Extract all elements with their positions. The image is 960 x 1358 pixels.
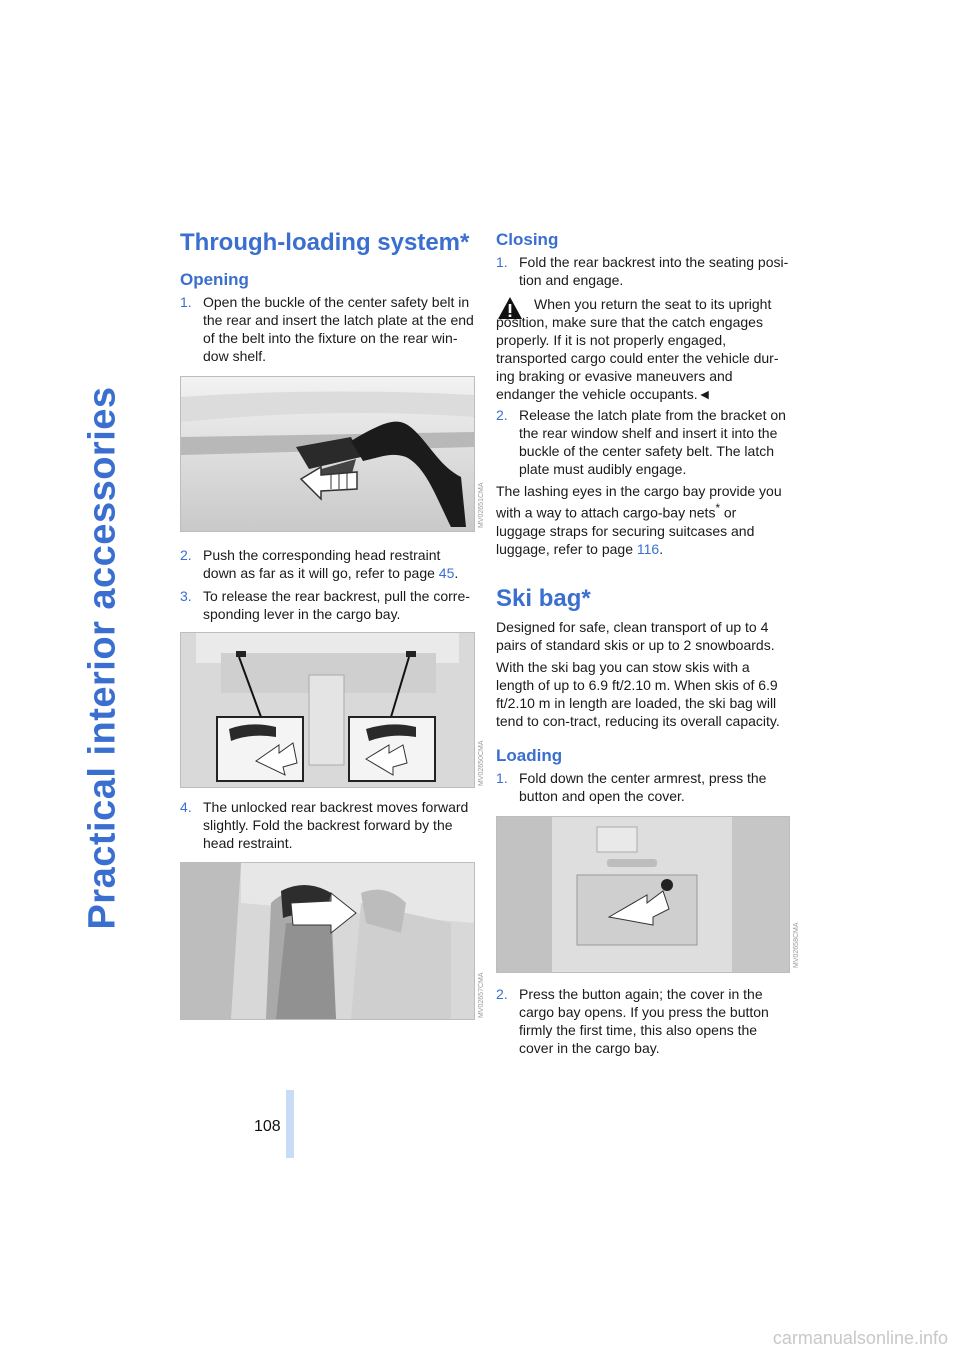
step-opening-2 <box>180 546 474 582</box>
step-closing-2 <box>496 406 790 478</box>
optional-asterisk: * <box>715 502 720 515</box>
step-loading-1 <box>496 769 790 805</box>
page-number: 108 <box>254 1118 281 1135</box>
ski-bag-length: With the ski bag you can stow skis with a length of up to 6.9 ft/2.10 m. When skis of 6.9 ft/2.10 m in length are loaded, the ski bag will tend to con-tract, reducing its overall capacity. <box>496 659 780 729</box>
page-link-116[interactable]: 116 <box>636 540 660 557</box>
step-closing-1 <box>496 253 790 289</box>
step-number: 1. <box>496 254 508 270</box>
step-text: Release the latch plate from the bracket on the rear window shelf and insert it into the buckle of the center safety belt. The latch plate must audibly engage. <box>519 407 786 477</box>
step-opening-3 <box>180 587 474 623</box>
figure-code: MV02650CMA <box>478 740 485 786</box>
step-loading-2 <box>496 985 790 1057</box>
step-number: 1. <box>180 294 192 310</box>
step-number: 3. <box>180 588 192 604</box>
step-number: 1. <box>496 770 508 786</box>
heading-loading: Loading <box>496 746 563 765</box>
ski-bag-intro: Designed for safe, clean transport of up to 4 pairs of standard skis or up to 2 snowboards. <box>496 619 775 653</box>
figure-code: MV02657CMA <box>478 972 485 1018</box>
step-text: Press the button again; the cover in the cargo bay opens. If you press the button firmly the first time, this also opens the cover in the cargo bay. <box>519 986 769 1056</box>
step-number: 2. <box>496 986 508 1002</box>
step-number: 4. <box>180 799 192 815</box>
heading-closing: Closing <box>496 230 559 249</box>
figure-armrest-button <box>496 816 790 973</box>
heading-opening: Opening <box>180 270 249 289</box>
step-text: To release the rear backrest, pull the corre-sponding lever in the cargo bay. <box>203 588 470 622</box>
step-text: Push the corresponding head restraint down as far as it will go, refer to page 45. <box>203 547 459 581</box>
heading-through-loading: Through-loading system* <box>180 229 470 256</box>
step-opening-1 <box>180 293 474 365</box>
step-text: Fold the rear backrest into the seating posi-tion and engage. <box>519 254 789 288</box>
lashing-eyes-text: The lashing eyes in the cargo bay provide you with a way to attach cargo-bay nets* or luggage straps for securing suitcases and luggage, refer to page 116. <box>496 483 782 557</box>
step-text: Fold down the center armrest, press the button and open the cover. <box>519 770 767 804</box>
page-link-45[interactable]: 45 <box>438 565 455 581</box>
watermark-footer: carmanualsonline.info <box>772 1328 948 1348</box>
figure-code: MV02651CMA <box>478 482 485 528</box>
figure-fold-backrest <box>180 862 475 1020</box>
step-number: 2. <box>496 407 508 423</box>
step-text: The unlocked rear backrest moves forward slightly. Fold the backrest forward by the head restraint. <box>203 799 469 851</box>
warning-text: When you return the seat to its upright position, make sure that the catch engages properly. If it is not properly engaged, transported cargo could enter the vehicle dur-ing braking or evasive maneuvers and endanger the vehicle occupants.◄ <box>496 296 779 402</box>
page-marker-bar <box>286 1090 294 1158</box>
step-opening-4 <box>180 798 474 852</box>
figure-cargo-bay-levers <box>180 632 475 788</box>
figure-code: MV02658CMA <box>793 922 800 968</box>
step-text: Open the buckle of the center safety belt in the rear and insert the latch plate at the end of the belt into the fixture on the rear win-dow shelf. <box>203 294 474 364</box>
figure-belt-latch <box>180 376 475 532</box>
section-sidebar-title: Practical interior accessories <box>81 386 124 930</box>
step-number: 2. <box>180 547 192 563</box>
heading-ski-bag: Ski bag* <box>496 585 591 612</box>
